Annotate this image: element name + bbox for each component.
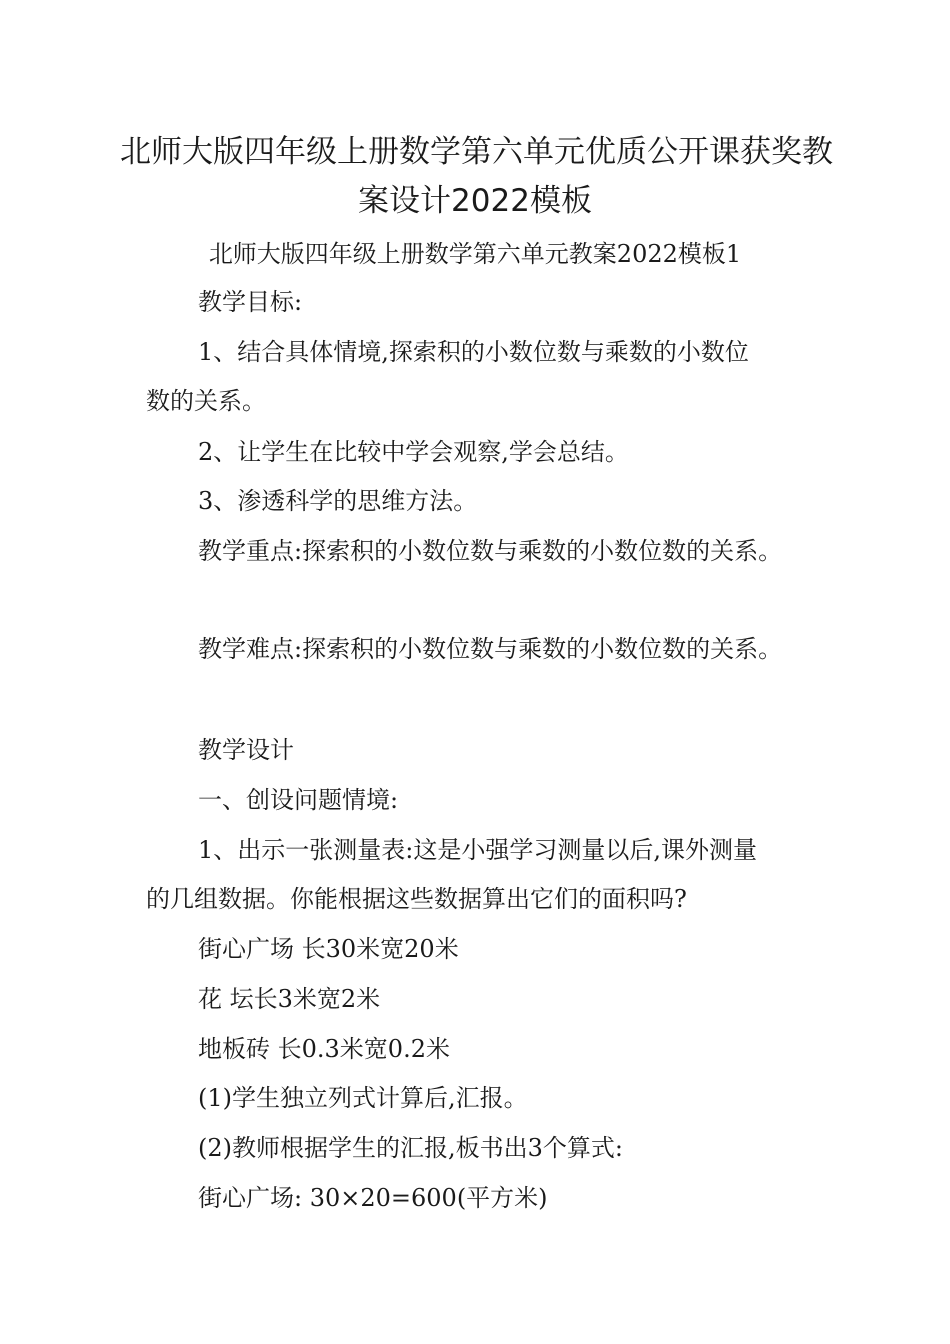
- document-title-line-2: 案设计2022模板: [358, 183, 592, 219]
- paragraph-data-flowerbed: 花 坛长3米宽2米: [198, 985, 381, 1013]
- paragraph-step-1: 1、出示一张测量表:这是小强学习测量以后,课外测量: [198, 836, 757, 864]
- paragraph-goal-2: 2、让学生在比较中学会观察,学会总结。: [198, 438, 629, 466]
- paragraph-data-plaza: 街心广场 长30米宽20米: [198, 935, 459, 963]
- paragraph-teaching-design: 教学设计: [198, 736, 294, 764]
- paragraph-data-tile: 地板砖 长0.3米宽0.2米: [198, 1035, 450, 1063]
- paragraph-substep-2: (2)教师根据学生的汇报,板书出3个算式:: [198, 1134, 623, 1162]
- paragraph-teaching-goals: 教学目标:: [198, 288, 303, 316]
- paragraph-step-1-cont: 的几组数据。你能根据这些数据算出它们的面积吗?: [146, 885, 687, 913]
- paragraph-section-1: 一、创设问题情境:: [198, 786, 399, 814]
- paragraph-goal-1-cont: 数的关系。: [146, 387, 266, 415]
- document-subtitle: 北师大版四年级上册数学第六单元教案2022模板1: [208, 240, 742, 268]
- paragraph-formula-plaza: 街心广场: 30×20=600(平方米): [198, 1184, 548, 1212]
- paragraph-substep-1: (1)学生独立列式计算后,汇报。: [198, 1084, 528, 1112]
- paragraph-goal-1: 1、结合具体情境,探索积的小数位数与乘数的小数位: [198, 338, 749, 366]
- paragraph-key-point: 教学重点:探索积的小数位数与乘数的小数位数的关系。: [198, 537, 783, 565]
- paragraph-difficult-point: 教学难点:探索积的小数位数与乘数的小数位数的关系。: [198, 635, 783, 663]
- paragraph-goal-3: 3、渗透科学的思维方法。: [198, 487, 478, 515]
- document-title-line-1: 北师大版四年级上册数学第六单元优质公开课获奖教: [120, 134, 833, 170]
